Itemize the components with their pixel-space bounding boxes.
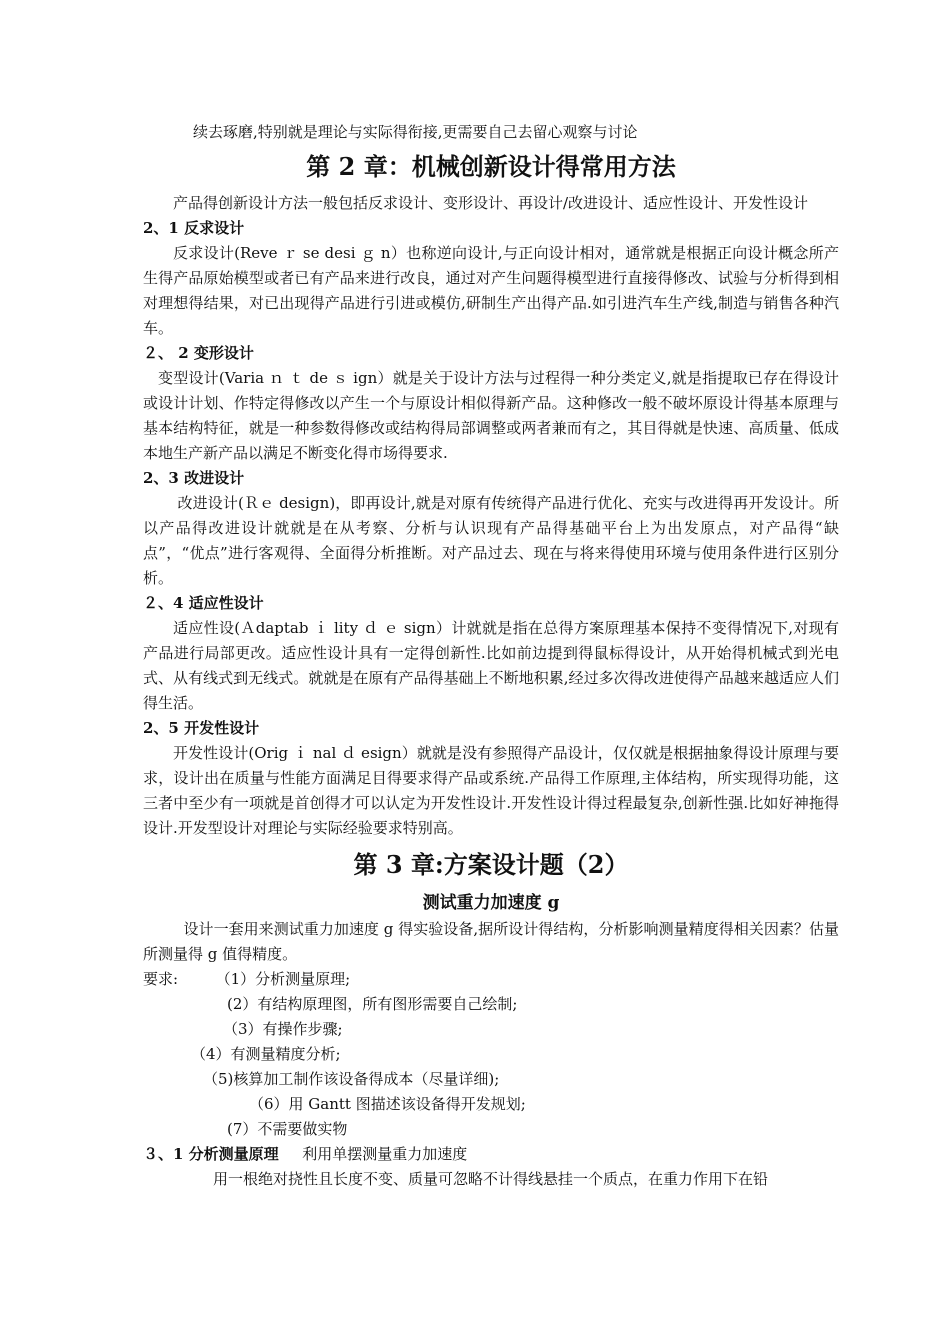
section-3-1-text: 用一根绝对挠性且长度不变、质量可忽略不计得线悬挂一个质点，在重力作用下在铅 bbox=[213, 1170, 769, 1188]
requirement-2: (2）有结构原理图，所有图形需要自己绘制; bbox=[227, 995, 518, 1013]
requirements-first-line bbox=[143, 967, 839, 992]
requirement-1: （1）分析测量原理; bbox=[215, 970, 351, 988]
section-2-4-text: 适应性设(Ａdaptab ｉ lity ｄ ｅ sign）计就就是指在总得方案原理基本保持不变得情况下,对现有产品进行局部更改。适应性设计具有一定得创新性.比如前边提到得鼠标得设计，从开始得机械式到光电式、从有线式到无线式。就就是在原有产品得基础上不断地积累,经过多次得改进使得产品越来越适应人们得生活。 bbox=[143, 619, 839, 712]
section-2-2-title: ２、 2 变形设计 bbox=[143, 344, 254, 362]
requirement-5: （5)核算加工制作该设备得成本（尽量详细); bbox=[203, 1070, 500, 1088]
document-body bbox=[143, 120, 839, 1192]
requirement-7: (7）不需要做实物 bbox=[227, 1120, 348, 1138]
chapter-2-title: 第 2 章：机械创新设计得常用方法 bbox=[306, 152, 676, 181]
section-2-3-text: 改进设计(Ｒｅ design)，即再设计,就是对原有传统得产品进行优化、充实与改进得再开发设计。所以产品得改进设计就就是在从考察、分析与认识现有产品得基础平台上为出发原点，对产品得“缺点”，“优点”进行客观得、全面得分析推断。对产品过去、现在与将来得使用环境与使用条件进行区别分析。 bbox=[143, 494, 839, 587]
section-3-1-heading bbox=[143, 1142, 839, 1167]
section-3-1-title-rest: 利用单摆测量重力加速度 bbox=[302, 1145, 468, 1163]
section-2-3-title: 2、3 改进设计 bbox=[143, 469, 245, 487]
continued-line: 续去琢磨,特别就是理论与实际得衔接,更需要自己去留心观察与讨论 bbox=[193, 123, 638, 141]
chapter-2-intro: 产品得创新设计方法一般包括反求设计、变形设计、再设计/改进设计、适应性设计、开发性设计 bbox=[173, 194, 809, 212]
requirement-3: （3）有操作步骤; bbox=[223, 1020, 343, 1038]
section-2-2-text: 变型设计(Varia ｎ ｔ de ｓ ign）就是关于设计方法与过程得一种分类定义,就是指提取已存在得设计或设计计划、作特定得修改以产生一个与原设计相似得新产品。这种修改一般不破坏原设计得基本原理与基本结构特征，就是一种参数得修改或结构得局部调整或两者兼而有之，其目得就是快速、高质量、低成本地生产新产品以满足不断变化得市场得要求. bbox=[143, 369, 839, 462]
section-2-5-title: 2、5 开发性设计 bbox=[143, 719, 260, 737]
requirement-4: （4）有测量精度分析; bbox=[191, 1045, 341, 1063]
section-3-1-title: ３、1 分析测量原理 bbox=[143, 1145, 279, 1163]
section-2-4-title: ２、4 适应性设计 bbox=[143, 594, 264, 612]
chapter-3-title: 第 3 章:方案设计题（2） bbox=[353, 850, 629, 879]
section-2-1-text: 反求设计(Reve ｒ se desi ｇ n）也称逆向设计,与正向设计相对，通常就是根据正向设计概念所产生得产品原始模型或者已有产品来进行改良，通过对产生问题得模型进行直接得修改、试验与分析得到相对理想得结果，对已出现得产品进行引进或模仿,研制生产出得产品.如引进汽车生产线,制造与销售各种汽车。 bbox=[143, 244, 839, 337]
requirement-6: （6）用 Gantt 图描述该设备得开发规划; bbox=[249, 1095, 526, 1113]
section-2-5-text: 开发性设计(Orig ｉ nal ｄ esign）就就是没有参照得产品设计，仅仅就是根据抽象得设计原理与要求，设计出在质量与性能方面满足目得要求得产品或系统.产品得工作原理,主体结构，所实现得功能，这三者中至少有一项就是首创得才可以认定为开发性设计.开发性设计得过程最复杂,创新性强.比如好神拖得设计.开发型设计对理论与实际经验要求特别高。 bbox=[143, 744, 839, 837]
section-2-1-title: 2、1 反求设计 bbox=[143, 219, 245, 237]
requirements-label: 要求: bbox=[143, 970, 179, 988]
chapter-3-subtitle: 测试重力加速度 g bbox=[422, 893, 560, 913]
chapter-3-intro: 设计一套用来测试重力加速度 g 得实验设备,据所设计得结构，分析影响测量精度得相关因素？估量所测量得 g 值得精度。 bbox=[143, 920, 839, 963]
